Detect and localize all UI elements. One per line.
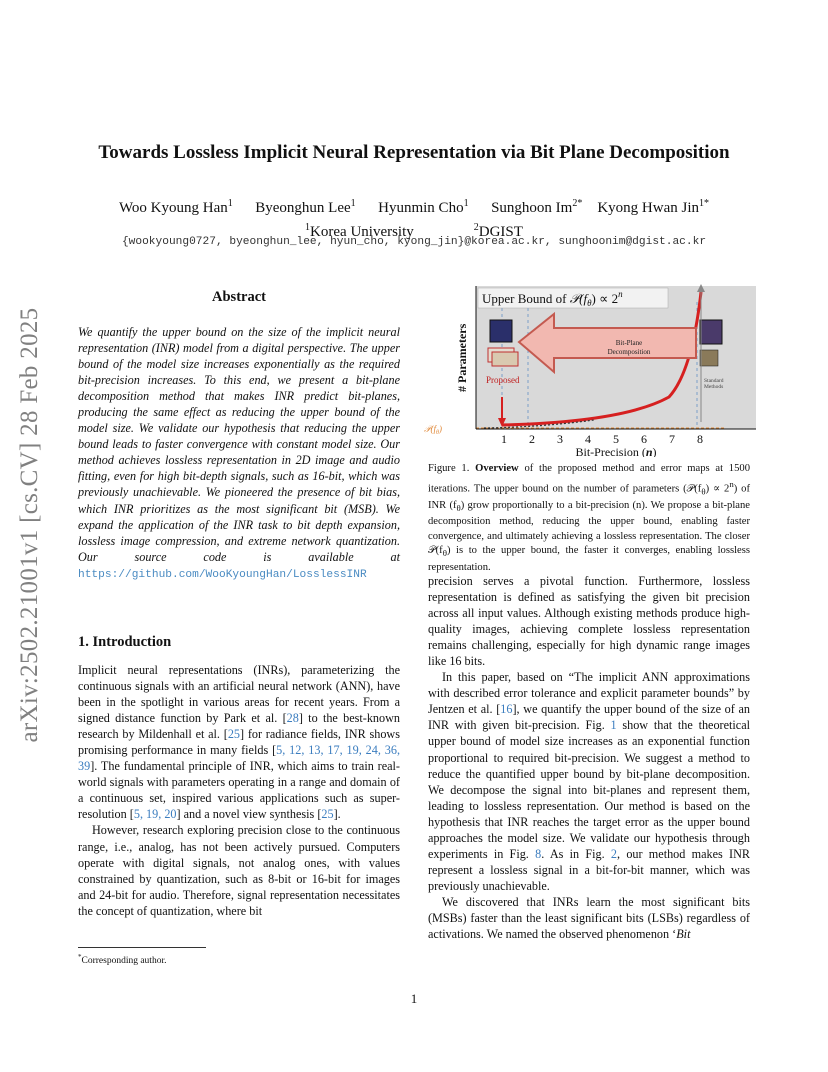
- figure-ref-link[interactable]: 8: [535, 846, 542, 861]
- x-tick: 3: [557, 432, 563, 446]
- svg-text:Upper Bound of 𝒫(fθ) ∝ 2n: Upper Bound of $𝒫(f_\theta) \propto 2^n$: [482, 289, 623, 308]
- citation-link[interactable]: 5, 12, 13, 17, 19, 24, 36, 39: [78, 743, 401, 774]
- citation-link[interactable]: 25: [321, 807, 334, 822]
- paragraph: However, research exploring precision close to the continuous range, i.e., analog, has not been actively pursued. Computers operate with digital signals, not analog ones, with values constrained by quantization, such as 8-bit or 16-bit for images and 24-bit for audio. Therefore, signal representation necessitates the concept of quantization, where bit: [78, 823, 400, 918]
- x-tick: 6: [641, 432, 647, 446]
- paragraph: We discovered that INRs learn the most significant bits (MSBs) faster than the least significant bits (LSBs) regardless of activations. We named the observed phenomenon ‘Bit: [428, 894, 750, 942]
- proposed-image-thumb: [490, 320, 512, 342]
- figure-1-graphic: [424, 282, 760, 457]
- author-name: Sunghoon Im: [491, 200, 573, 216]
- author-name: Byeonghun Lee: [255, 200, 351, 216]
- citation-link[interactable]: 28: [286, 711, 299, 726]
- citation-link[interactable]: 5, 19, 20: [133, 807, 177, 822]
- author-name: Hyunmin Cho: [378, 200, 464, 216]
- x-tick: 5: [613, 432, 619, 446]
- affiliation: Korea University: [310, 224, 414, 240]
- right-column-body: [428, 573, 750, 942]
- author-name: Woo Kyoung Han: [118, 200, 228, 216]
- x-tick: 4: [585, 432, 591, 446]
- figure-1: [424, 282, 760, 457]
- footnote-rule: [78, 947, 206, 948]
- standard-label: Standard: [704, 378, 724, 384]
- author-block: [0, 194, 828, 242]
- footnote: *Corresponding author.: [78, 953, 167, 967]
- affiliation: DGIST: [478, 224, 523, 240]
- figure-ref-link[interactable]: 1: [610, 718, 617, 733]
- author-name: Kyong Hwan Jin: [597, 200, 700, 216]
- figure-1-caption: Figure 1. Overview of the proposed method and error maps at 1500 iterations. The upper bound on the number of parameters $(𝒫(f_\theta) \propto 2^n)$ of INR $(f_\theta)$ grow proportionally to a bit-precision (n). We propose a bit-plane decomposition method, reducing the upper bound, enabling faster convergence, and ultimately achieving a lossless representation. The closer $𝒫(f_\theta)$ is to the upper bound, the faster it converges, enabling lossless representation.: [428, 463, 750, 573]
- proposed-label: Proposed: [486, 375, 520, 385]
- abstract-text: We quantify the upper bound on the size of the implicit neural representation (INR) model from a digital perspective. The upper bound of the model size increases exponentially as the required bit-precision increases. To this end, we present a bit-plane decomposition method that makes INR predict bit-planes, producing the same effect as reducing the upper bound of the model size. We validate our hypothesis that reducing the upper bound leads to faster convergence with constant model size. Our method achieves lossless representation in 2D image and audio fitting, even for high bit-depth signals, such as 16-bit, which was previously unachievable. We pioneered the presence of bit bias, which INR prioritizes as the most significant bit (MSB). We expand the application of the INR task to bit depth expansion, lossless image compression, and extreme network quantization. Our source code is available at https://github.com/WooKyoungHan/LosslessINR: [78, 325, 400, 581]
- y-axis-marker: $𝒫(f_\theta)$: [424, 424, 442, 436]
- author-emails: {wookyoung0727, byeonghun_lee, hyun_cho, kyong_jin}@korea.ac.kr, sunghoonim@dgist.ac.kr: [121, 236, 707, 248]
- x-tick: 8: [697, 432, 703, 446]
- paragraph: In this paper, based on “The implicit ANN approximations with described error tolerance and explicit parameter bounds” by Jentzen et al. [16], we quantify the upper bound of the size of an INR with given bit-precision. Fig. 1 show that the theoretical upper bound of model size increases as an exponential function proportional to required bit-precision. We suggest a method to reduce the quantified upper bound by bit-plane decomposition. We decompose the signal into bit-planes and represent them, leading to lossless representation. Our method is based on the hypothesis that INR reaches the target error as the upper bound approaches the model size. We validate our hypothesis through experiments in Fig. 8. As in Fig. 2, our method makes INR represent a lossless signal in a bit-for-bit manner, which was previously unachievable.: [428, 670, 750, 893]
- affiliation-list: $^1$Korea University $^2$DGIST: [305, 222, 523, 240]
- paragraph: Implicit neural representations (INRs), parameterizing the continuous signals with an artificial neural network (ANN), have been in the spotlight in various areas for recent years. From a signed distance function by Park et al. [28] to the best-known research by Mildenhall et al. [25] for radiance fields, INR shows promising performance in many fields [5, 12, 13, 17, 19, 24, 36, 39]. The fundamental principle of INR, which aims to train real-world signals with parameters operating in a range and domain of a continuous set, inspired various applications such as super-resolution [5, 19, 20] and a novel view synthesis [25].: [78, 663, 401, 822]
- abstract-heading: Abstract: [212, 289, 266, 305]
- author-list: Woo Kyoung Han$^1$ Byeonghun Lee$^1$ Hyunmin Cho$^1$ Sunghoon $Im^{2*}$ Kyong Hwan Jin$^{1*}$: [118, 198, 710, 216]
- figure-ref-link[interactable]: 2: [610, 846, 618, 861]
- x-tick: 2: [529, 432, 535, 446]
- introduction-body: [78, 662, 400, 919]
- x-tick: 7: [669, 432, 675, 446]
- standard-label: Methods: [704, 384, 724, 390]
- paper-title: Towards Lossless Implicit Neural Representation via Bit Plane Decomposition: [98, 142, 730, 163]
- citation-link[interactable]: 16: [500, 702, 513, 717]
- arrow-label: Decomposition: [607, 348, 651, 356]
- standard-image-thumb: [700, 320, 722, 344]
- arxiv-stamp: [8, 290, 52, 760]
- x-axis-label: Bit-Precision (n): [575, 445, 657, 457]
- y-axis-label: # Parameters: [455, 323, 469, 392]
- section-heading-introduction: 1. Introduction: [78, 634, 172, 650]
- x-tick: 1: [501, 432, 507, 446]
- figure-banner: Upper Bound of: [482, 291, 567, 306]
- arxiv-stamp-text: arXiv:2502.21001v1 [cs.CV] 28 Feb 2025: [16, 307, 43, 743]
- page-number: 1: [410, 991, 418, 1006]
- source-code-link[interactable]: https://github.com/WooKyoungHan/LosslessINR: [78, 568, 367, 581]
- paragraph: precision serves a pivotal function. Furthermore, lossless representation is defined as satisfying the given bit precision across all input values. Although existing methods produce high-quality images, achieving complete lossless representation remains challenging, especially for high dynamic range images like 16 bits.: [428, 574, 750, 669]
- citation-link[interactable]: 25: [227, 727, 240, 742]
- arrow-label: Bit-Plane: [615, 339, 643, 347]
